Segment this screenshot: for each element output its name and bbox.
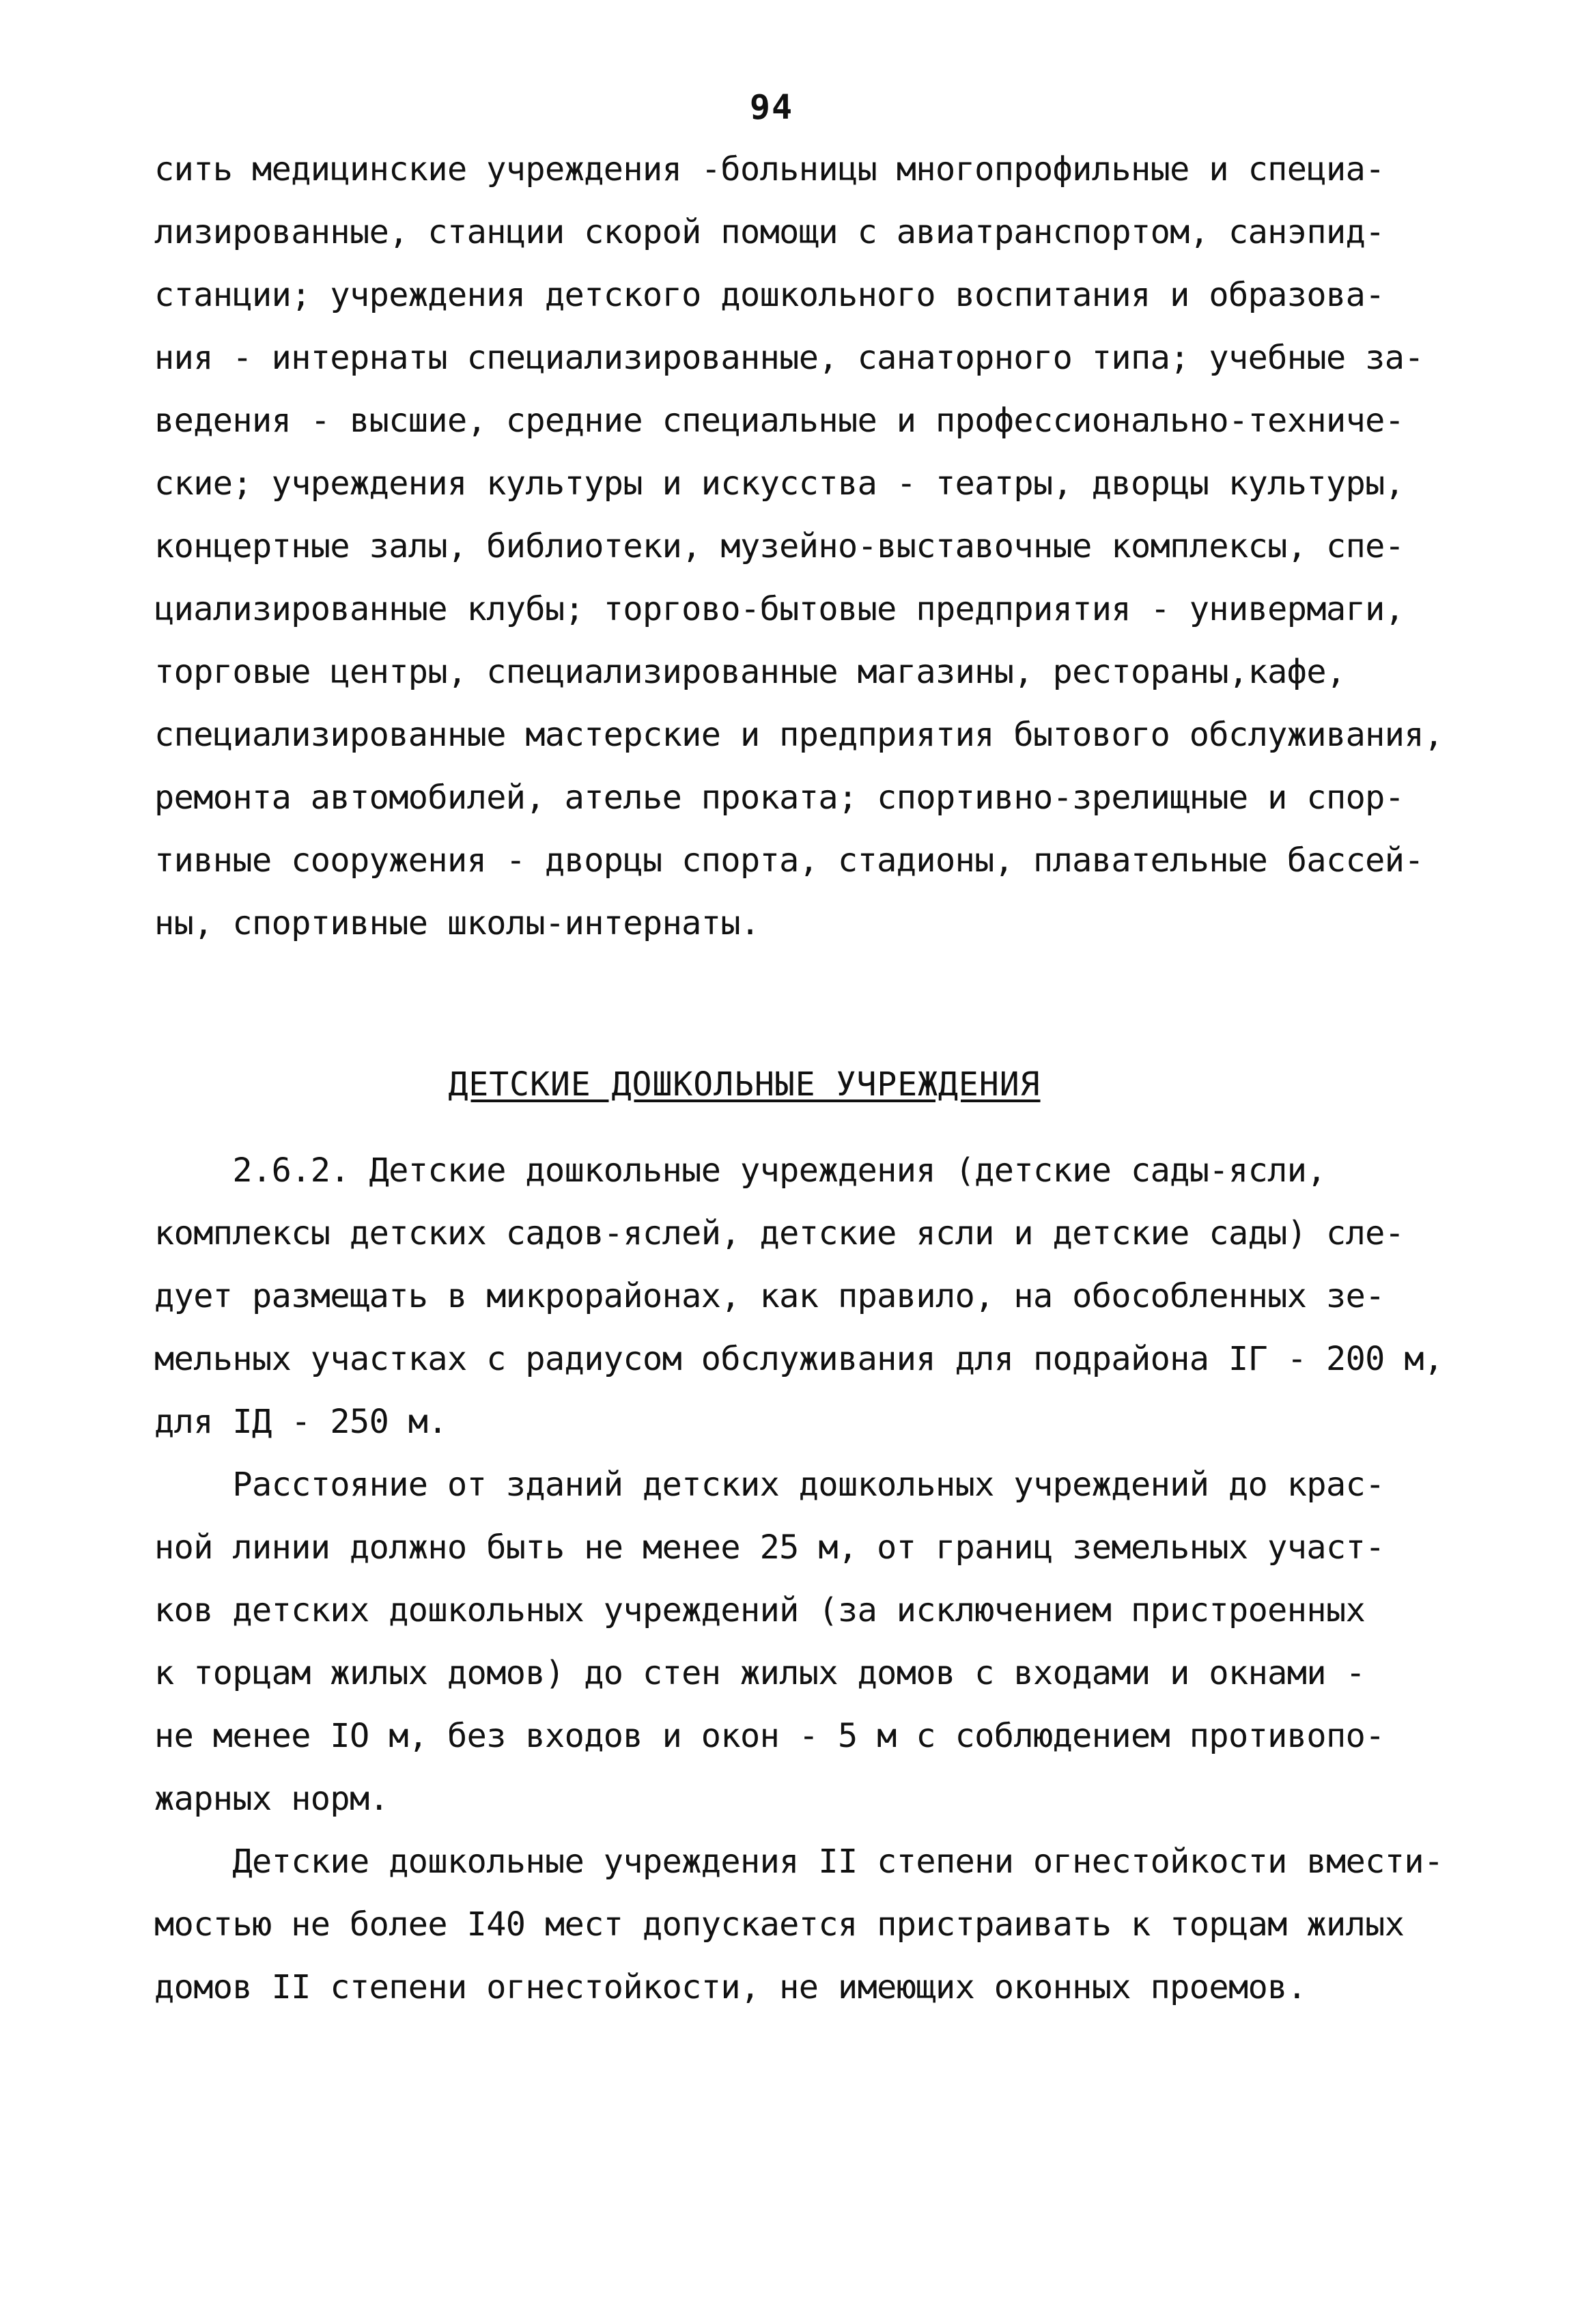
text-line: для IД - 250 м.: [154, 1403, 447, 1441]
text-line: ведения - высшие, средние специальные и профессионально-техниче-: [154, 402, 1405, 440]
text-line: ния - интернаты специализированные, санаторного типа; учебные за-: [154, 339, 1424, 377]
text-line: ны, спортивные школы-интернаты.: [154, 904, 760, 942]
text-line: комплексы детских садов-яслей, детские ясли и детские сады) сле-: [154, 1214, 1405, 1252]
text-line: тивные сооружения - дворцы спорта, стадионы, плавательные бассей-: [154, 841, 1424, 880]
text-line: сить медицинские учреждения -больницы многопрофильные и специа-: [154, 150, 1385, 188]
text-line: мельных участках с радиусом обслуживания для подрайона IГ - 200 м,: [154, 1340, 1444, 1378]
text-line: станции; учреждения детского дошкольного воспитания и образова-: [154, 276, 1385, 314]
text-line: специализированные мастерские и предприятия бытового обслуживания,: [154, 716, 1444, 754]
text-line: лизированные, станции скорой помощи с авиатранспортом, санэпид-: [154, 213, 1385, 251]
text-line: торговые центры, специализированные магазины, рестораны,кафе,: [154, 653, 1346, 691]
text-line: к торцам жилых домов) до стен жилых домов с входами и окнами -: [154, 1654, 1366, 1692]
text-line: Расстояние от зданий детских дошкольных учреждений до крас-: [154, 1466, 1385, 1504]
page-number: 94: [749, 87, 794, 127]
text-line: ские; учреждения культуры и искусства - театры, дворцы культуры,: [154, 464, 1405, 503]
text-line: ной линии должно быть не менее 25 м, от границ земельных участ-: [154, 1528, 1385, 1567]
text-line: жарных норм.: [154, 1780, 389, 1818]
text-line: дует размещать в микрорайонах, как правило, на обособленных зе-: [154, 1277, 1385, 1315]
section-heading: ДЕТСКИЕ ДОШКОЛЬНЫЕ УЧРЕЖДЕНИЯ: [448, 1065, 1041, 1104]
text-line: мостью не более I40 мест допускается пристраивать к торцам жилых: [154, 1905, 1405, 1944]
text-line: Детские дошкольные учреждения II степени огнестойкости вмести-: [154, 1843, 1444, 1881]
text-line: не менее IO м, без входов и окон - 5 м с соблюдением противопо-: [154, 1717, 1385, 1755]
text-line: концертные залы, библиотеки, музейно-выставочные комплексы, спе-: [154, 527, 1405, 565]
text-line: ремонта автомобилей, ателье проката; спортивно-зрелищные и спор-: [154, 779, 1405, 817]
text-line: ков детских дошкольных учреждений (за исключением пристроенных: [154, 1591, 1366, 1629]
text-line: 2.6.2. Детские дошкольные учреждения (детские сады-ясли,: [154, 1151, 1326, 1190]
text-line: циализированные клубы; торгово-бытовые предприятия - универмаги,: [154, 590, 1405, 628]
text-line: домов II степени огнестойкости, не имеющих оконных проемов.: [154, 1968, 1307, 2006]
